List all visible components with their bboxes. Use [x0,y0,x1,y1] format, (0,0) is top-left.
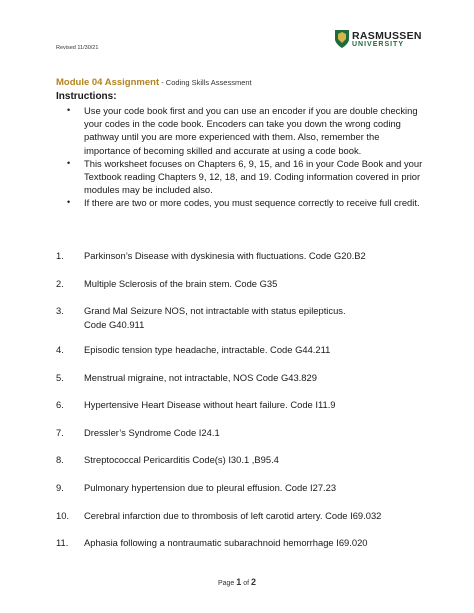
instruction-text: This worksheet focuses on Chapters 6, 9, 15, and 16 in your Code Book and your Textbook reading Chapters 9, 12, 18, and 19. Coding information covered in prior modules may be included also. [84,157,423,196]
question-item [56,481,436,494]
question-text: Parkinson’s Disease with dyskinesia with fluctuations. Code G20.B2 [84,250,366,261]
module-heading [56,72,252,90]
revised-date: Revised 11/30/21 [56,45,99,51]
bullet-icon: • [67,157,71,168]
question-text: Hypertensive Heart Disease without heart failure. Code I11.9 [84,399,336,411]
university-logo [334,29,449,51]
question-item [56,304,436,331]
question-item [56,249,436,262]
question-number: 8. [56,454,64,466]
instructions-list [56,104,426,210]
logo-brand: RASMUSSEN [352,30,422,42]
question-text: Aphasia following a nontraumatic subarachnoid hemorrhage I69.020 [84,537,368,549]
question-item [56,426,436,439]
page-total: 2 [251,577,257,587]
instruction-item [56,157,426,197]
question-text: Streptococcal Pericarditis Code(s) I30.1 ,B95.4 [84,454,279,466]
page-of-label: of [241,580,252,587]
instruction-item [56,104,426,157]
question-text: Pulmonary hypertension due to pleural effusion. Code I27.23 [84,481,337,493]
question-number: 1. [56,250,64,261]
question-item [56,536,436,549]
question-number: 11. [56,537,69,549]
question-text: Menstrual migraine, not intractable, NOS Code G43.829 [84,371,317,383]
question-answer: Code G40.911 [84,318,145,330]
question-number: 10. [56,509,70,521]
question-item [56,453,436,466]
shield-icon [334,29,350,49]
module-subtitle: - Coding Skills Assessment [159,78,252,87]
page-number: 1 [236,577,242,587]
question-text: Dressler’s Syndrome Code I24.1 [84,426,220,438]
questions-list [56,249,436,564]
question-text: Multiple Sclerosis of the brain stem. Code G35 [84,277,278,289]
question-item [56,509,436,522]
bullet-icon: • [67,105,71,115]
question-item [56,277,436,290]
question-item [56,371,436,384]
question-number: 5. [56,371,64,383]
instructions-heading: Instructions: [56,91,117,102]
question-number: 2. [56,277,64,289]
question-text: Grand Mal Seizure NOS, not intractable with status epilepticus. [84,305,346,317]
question-item [56,343,436,356]
question-number: 6. [56,399,64,411]
question-number: 3. [56,305,64,317]
instruction-text: If there are two or more codes, you must sequence correctly to receive full credit. [84,197,420,209]
module-title: Module 04 Assignment [56,77,160,88]
instruction-text: Use your code book first and you can use an encoder if you are double checking your codes in the code book. Encoders can take you down the wrong coding pathway until you are more experienced with them. Also, remember the importance of becoming skilled and accurate at using a code book. [84,105,418,156]
question-number: 7. [56,426,64,438]
question-number: 9. [56,481,64,493]
instruction-item [56,196,426,209]
question-text: Episodic tension type headache, intractable. Code G44.211 [84,344,331,355]
page-footer [0,577,474,587]
bullet-icon: • [67,197,71,208]
question-text: Cerebral infarction due to thrombosis of left carotid artery. Code I69.032 [84,509,382,521]
question-item [56,398,436,411]
question-number: 4. [56,344,64,355]
logo-subtitle: UNIVERSITY [352,41,405,48]
page-label: Page [217,580,237,587]
